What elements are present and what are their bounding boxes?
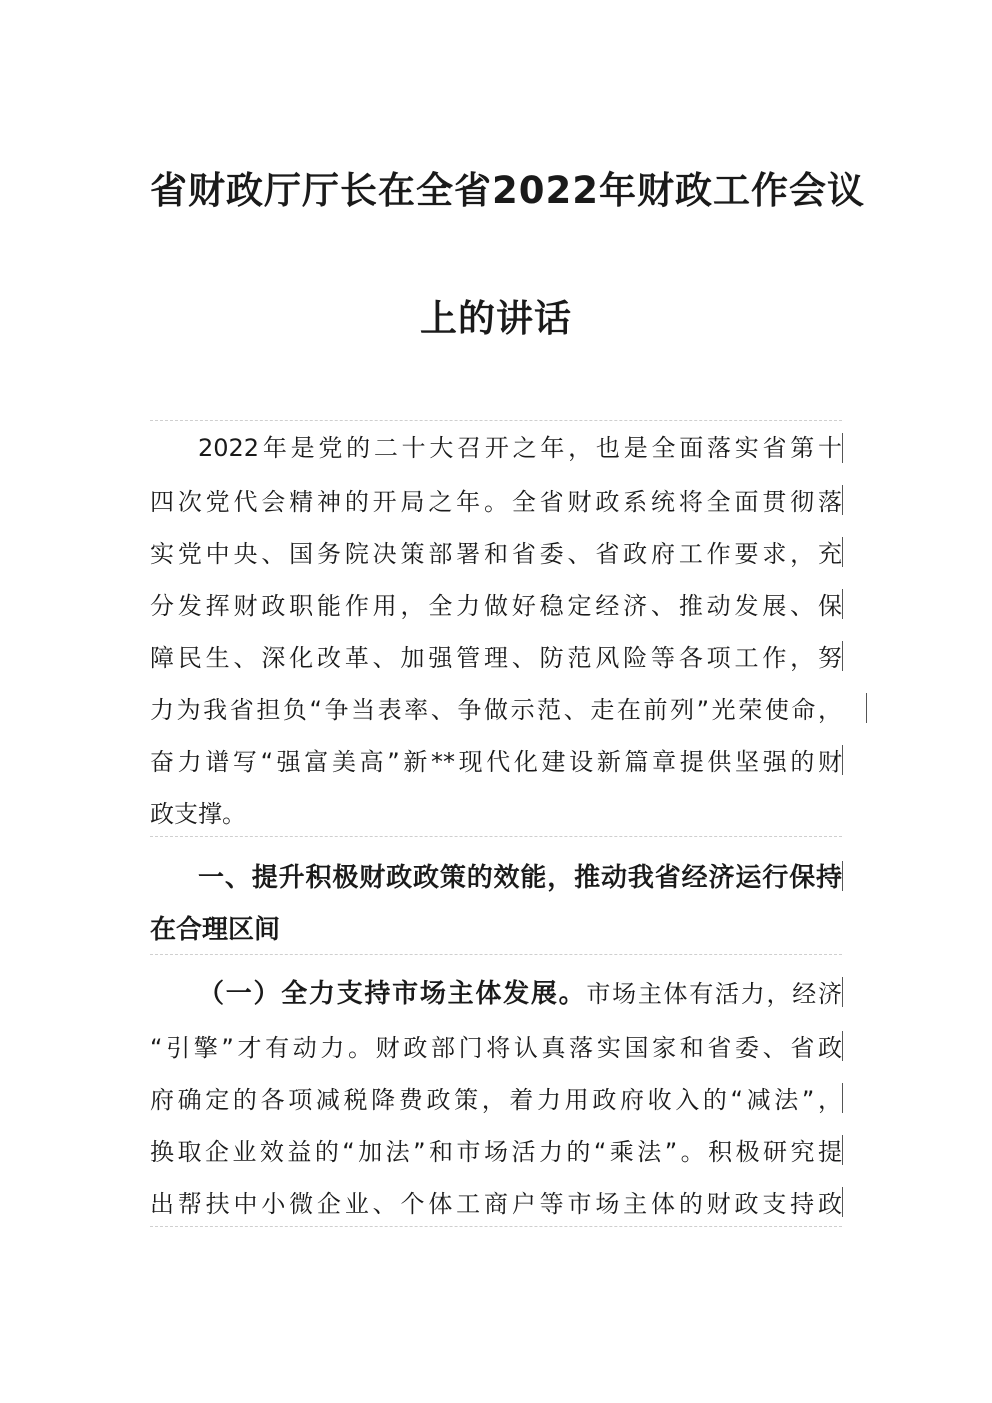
- margin-mark: [842, 641, 843, 671]
- paragraph-line: 府确定的各项减税降费政策，着力用政府收入的“减法”，: [150, 1086, 842, 1114]
- margin-mark: [842, 1031, 843, 1061]
- paragraph-divider: [150, 954, 842, 955]
- title-line-2: 上的讲话: [420, 297, 572, 340]
- paragraph-divider: [150, 836, 842, 837]
- margin-mark: [842, 977, 843, 1007]
- paragraph-line: 障民生、深化改革、加强管理、防范风险等各项工作，努: [150, 644, 842, 672]
- title-line-1: 省财政厅厅长在全省2022年财政工作会议: [150, 169, 865, 212]
- paragraph-line: 出帮扶中小微企业、个体工商户等市场主体的财政支持政: [150, 1190, 842, 1218]
- paragraph-line: 换取企业效益的“加法”和市场活力的“乘法”。积极研究提: [150, 1138, 842, 1166]
- margin-mark: [842, 485, 843, 515]
- subsection-text: 市场主体有活力，经济: [586, 980, 842, 1008]
- text-boundary-bottom: [150, 1226, 842, 1227]
- margin-mark: [842, 1083, 843, 1113]
- margin-mark: [866, 693, 867, 723]
- heading-line: 一、提升积极财政政策的效能，推动我省经济运行保持: [198, 863, 842, 893]
- paragraph-line: [150, 976, 842, 1012]
- heading-line: 在合理区间: [150, 915, 281, 945]
- paragraph-line: 力为我省担负“争当表率、争做示范、走在前列”光荣使命，: [150, 696, 842, 724]
- paragraph-line: 实党中央、国务院决策部署和省委、省政府工作要求，充: [150, 540, 842, 568]
- paragraph-line: 政支撑。: [150, 800, 246, 828]
- paragraph-line: 2022年是党的二十大召开之年，也是全面落实省第十: [198, 434, 842, 462]
- margin-mark: [842, 433, 843, 463]
- margin-mark: [842, 537, 843, 567]
- paragraph-line: 四次党代会精神的开局之年。全省财政系统将全面贯彻落: [150, 488, 842, 516]
- margin-mark: [842, 589, 843, 619]
- paragraph-line: 奋力谱写“强富美高”新**现代化建设新篇章提供坚强的财: [150, 748, 842, 776]
- margin-mark: [842, 745, 843, 775]
- text-boundary-top: [150, 420, 842, 421]
- paragraph-line: “引擎”才有动力。财政部门将认真落实国家和省委、省政: [150, 1034, 842, 1062]
- paragraph-line: 分发挥财政职能作用，全力做好稳定经济、推动发展、保: [150, 592, 842, 620]
- margin-mark: [842, 1187, 843, 1217]
- margin-mark: [842, 861, 843, 891]
- subsection-label: （一）全力支持市场主体发展。: [198, 979, 587, 1009]
- margin-mark: [842, 1135, 843, 1165]
